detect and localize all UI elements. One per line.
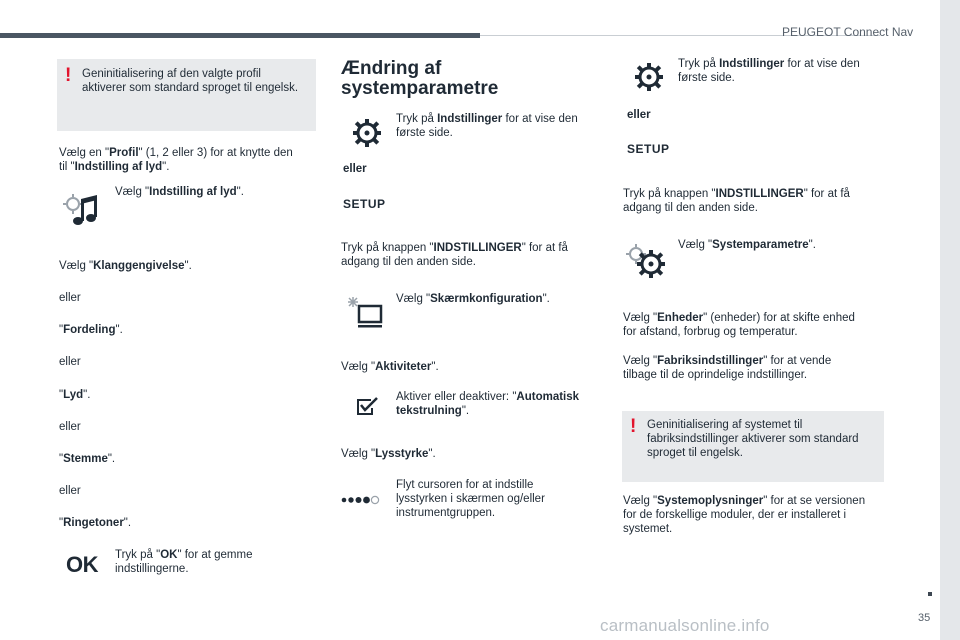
note-line: Geninitialisering af systemet til xyxy=(647,419,803,431)
note-line: fabriksindstillinger aktiverer som standard xyxy=(647,433,859,445)
brightness-dots-icon xyxy=(340,493,380,507)
lysstyrke-text: Vælg "Lysstyrke". xyxy=(341,448,436,460)
ringetoner-text: "Ringetoner". xyxy=(59,517,132,529)
warning-note xyxy=(57,59,316,131)
eller-text: eller xyxy=(59,356,81,368)
ok-button-label: OK xyxy=(66,552,98,577)
note-line: Geninitialisering af den valgte profil xyxy=(82,68,261,80)
step-sound-settings: Vælg "Indstilling af lyd". xyxy=(115,186,244,198)
checkbox-icon xyxy=(355,397,379,417)
display-settings-icon xyxy=(345,296,383,332)
music-settings-icon xyxy=(62,193,102,229)
setup-button-label: SETUP xyxy=(627,142,670,156)
press-button-text: Tryk på knappen "INDSTILLINGER" for at få adgang til den anden side. xyxy=(623,188,850,214)
bullet-marker xyxy=(928,592,932,596)
setup-button-label: SETUP xyxy=(343,197,386,211)
step-system-params: Vælg "Systemparametre". xyxy=(678,239,816,251)
ok-instruction: Tryk på "OK" for at gemme indstillingerne. xyxy=(115,549,253,575)
step-screen-config: Vælg "Skærmkonfiguration". xyxy=(396,293,550,305)
aktiviteter-text: Vælg "Aktiviteter". xyxy=(341,361,439,373)
warning-icon: ! xyxy=(65,65,72,86)
cursor-instruction: Flyt cursoren for at indstille lysstyrken i skærmen og/eller instrumentgruppen. xyxy=(396,479,545,519)
fordeling-text: "Fordeling". xyxy=(59,324,123,336)
profile-paragraph: Vælg en "Profil" (1, 2 eller 3) for at knytte den til "Indstilling af lyd". xyxy=(59,147,293,173)
units-text: Vælg "Enheder" (enheder) for at skifte enhed for afstand, forbrug og temperatur. xyxy=(623,312,855,338)
eller-text: eller xyxy=(59,292,81,304)
press-button-text: Tryk på knappen "INDSTILLINGER" for at få adgang til den anden side. xyxy=(341,242,568,268)
warning-icon: ! xyxy=(630,416,637,437)
factory-settings-text: Vælg "Fabriksindstillinger" for at vende tilbage til de oprindelige indstillinger. xyxy=(623,355,832,381)
stemme-text: "Stemme". xyxy=(59,453,116,465)
running-header: PEUGEOT Connect Nav xyxy=(782,25,914,39)
gear-icon xyxy=(352,118,382,148)
watermark: carmanualsonline.info xyxy=(600,616,770,635)
eller-text: eller xyxy=(59,485,81,497)
top-rule-thick xyxy=(0,33,480,38)
note-line: aktiverer som standard sproget til engelsk. xyxy=(82,82,299,94)
eller-label: eller xyxy=(343,163,367,175)
lyd-text: "Lyd". xyxy=(59,389,91,401)
warning-note xyxy=(622,411,884,482)
klang-text: Vælg "Klanggengivelse". xyxy=(59,260,192,272)
press-settings-text: Tryk på Indstillinger for at vise den første side. xyxy=(396,113,578,139)
activate-scroll-text: Aktiver eller deaktiver: "Automatisk tekstrulning". xyxy=(396,391,580,417)
press-settings-text: Tryk på Indstillinger for at vise den første side. xyxy=(678,58,860,84)
side-strip xyxy=(940,0,960,640)
section-heading: Ændring af systemparametre xyxy=(341,58,499,99)
gear-icon xyxy=(634,62,664,92)
system-info-text: Vælg "Systemoplysninger" for at se versionen for de forskellige moduler, der er installeret i systemet. xyxy=(623,495,866,535)
eller-label: eller xyxy=(627,109,651,121)
page-number: 35 xyxy=(918,612,931,624)
note-line: sproget til engelsk. xyxy=(647,447,743,459)
gears-icon xyxy=(625,243,667,279)
eller-text: eller xyxy=(59,421,81,433)
